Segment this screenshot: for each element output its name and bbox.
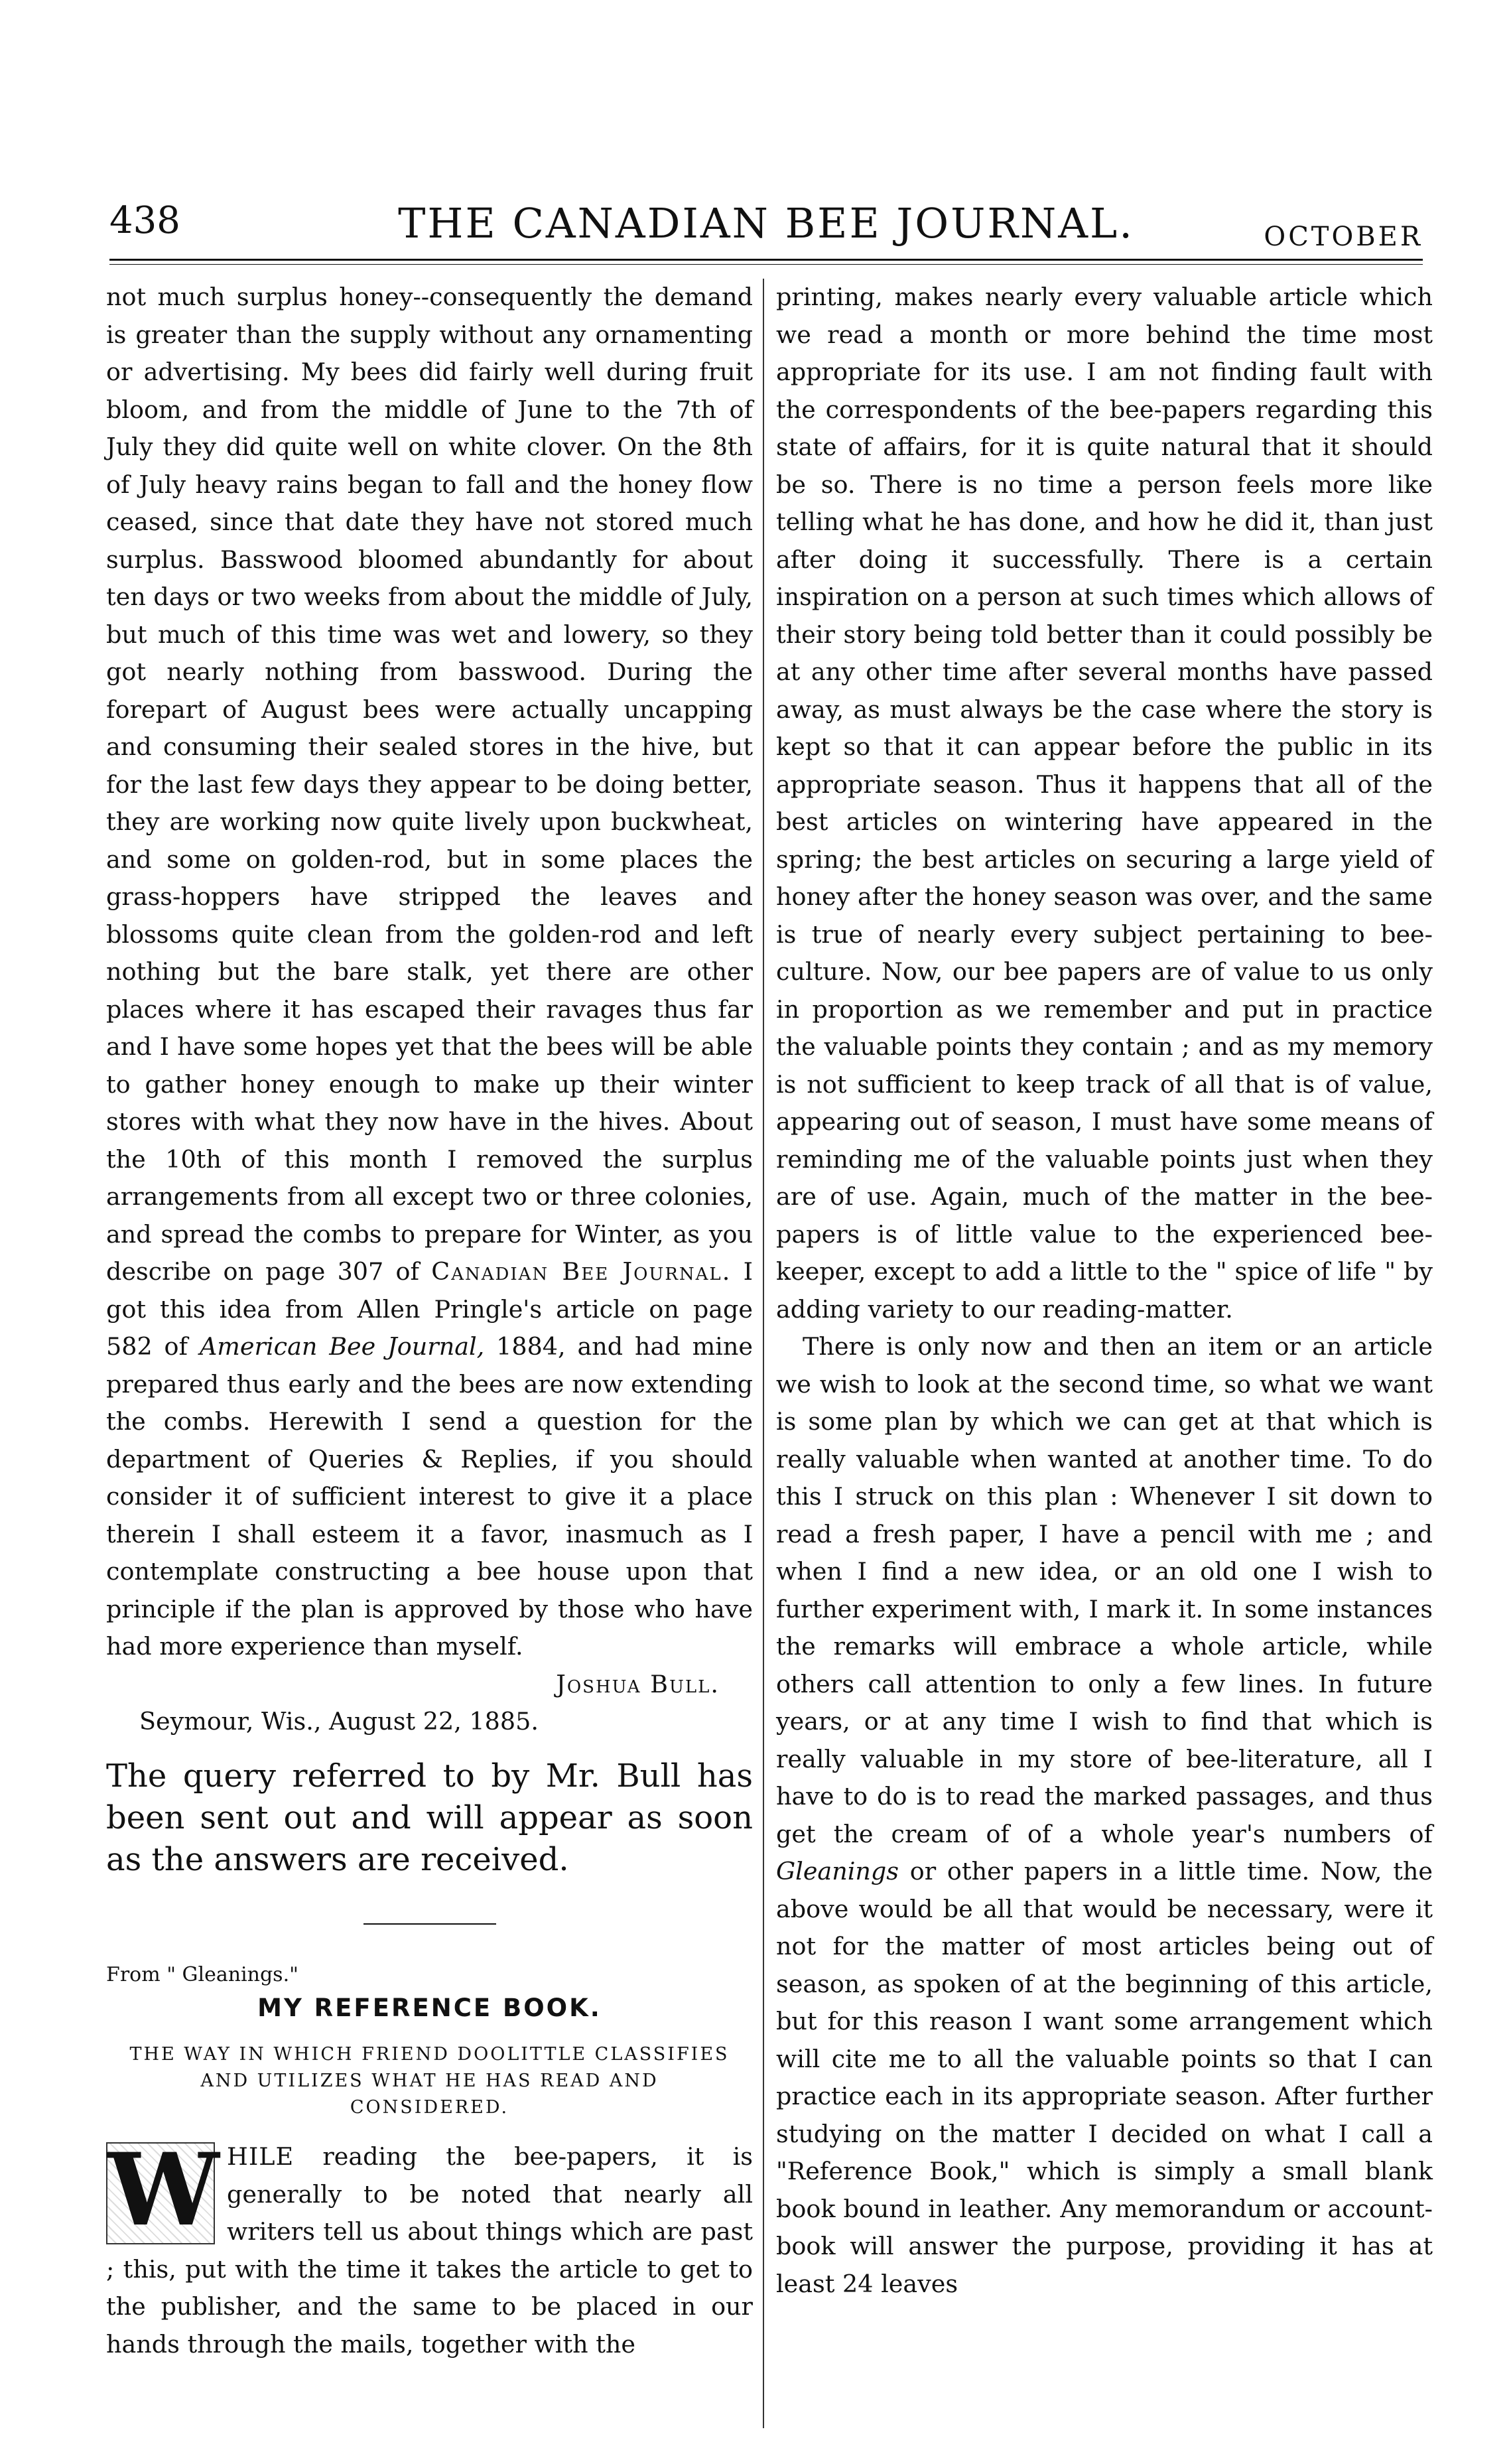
header-rule: [109, 259, 1423, 261]
article-source: From " Gleanings.": [106, 1963, 298, 1986]
gleanings-reference: Gleanings: [776, 1857, 899, 1885]
editor-note: The query referred to by Mr. Bull has been sent out and will appear as soon as the answers are received.: [106, 1757, 753, 1878]
article-subtitle: THE WAY IN WHICH FRIEND DOOLITTLE CLASSIFIES AND UTILIZES WHAT HE HAS READ AND CONSIDERED.: [129, 2044, 730, 2118]
cbj-reference: Canadian Bee Journal.: [431, 1257, 732, 1286]
article-opening: [106, 2132, 753, 2363]
journal-title: THE CANADIAN BEE JOURNAL.: [398, 199, 1134, 247]
article-title: MY REFERENCE BOOK.: [257, 1994, 602, 2022]
right-column: [776, 279, 1433, 2303]
letter-body: not much surplus honey--consequently the demand is greater than the supply without any ornamenting or advertising. My bees did fairly well during fruit bloom, and from the middle of June to the 7th of July they did quite well on white clover. On the 8th of July heavy rains began to fall and the honey flow ceased, since that date they have not stored much surplus. Basswood bloomed abundantly for about ten days or two weeks from about the middle of July, but much of this time was wet and lowery, so they got nearly nothing from basswood. During the forepart of August bees were actually uncapping and consuming their sealed stores in the hive, but for the last few days they appear to be doing better, they are working now quite lively upon buckwheat, and some on golden-rod, but in some places the grass-hoppers have stripped the leaves and blossoms quite clean from the golden-rod and left nothing but the bare stalk, yet there are other places where it has escaped their ravages thus far and I have some hopes yet that the bees will be able to gather honey enough to make up their winter stores with what they now have in the hives. About the 10th of this month I removed the surplus arrangements from all except two or three colonies, and spread the combs to prepare for Winter, as you describe on page 307 of Canadian Bee Journal. I got this idea from Allen Pringle's article on page 582 of American Bee Journal, 1884, and had mine prepared thus early and the bees are now extending the combs. Herewith I send a question for the department of Queries & Replies, if you should consider it of sufficient interest to give it a place therein I shall esteem it a favor, inasmuch as I contemplate constructing a bee house upon that principle if the plan is approved by those who have had more experience than myself.: [106, 283, 753, 1661]
page-number: 438: [109, 199, 180, 242]
article-paragraph-1: printing, makes nearly every valuable article which we read a month or more behind the time most appropriate for its use. I am not finding fault with the correspondents of the bee-papers regarding this state of affairs, for it is quite natural that it should be so. There is no time a person feels more like telling what he has done, and how he did it, than just after doing it successfully. There is a certain inspiration on a person at such times which allows of their story being told better than it could possibly be at any other time after several months have passed away, as must always be the case where the story is kept so that it can appear before the public in its appropriate season. Thus it happens that all of the best articles on wintering have appeared in the spring; the best articles on securing a large yield of honey after the honey season was over, and the same is true of nearly every subject pertaining to bee-culture. Now, our bee papers are of value to us only in proportion as we remember and put in practice the valuable points they contain ; and as my memory is not sufficient to keep track of all that is of value, appearing out of season, I must have some means of reminding me of the valuable points just when they are of use. Again, much of the matter in the bee-papers is of little value to the experienced bee-keeper, except to add a little to the " spice of life " by adding variety to our reading-matter.: [776, 283, 1433, 1324]
section-ornament: [106, 1905, 753, 1943]
dropcap-letter: W: [107, 2132, 220, 2248]
signature: Joshua Bull.: [556, 1669, 720, 1698]
column-divider: [763, 279, 764, 2428]
article-first-paragraph: HILE reading the bee-papers, it is generally to be noted that nearly all writers tell us about things which are past ; this, put with the time it takes the article to get to the publisher, and the same to be placed in our hands through the mails, together with the: [106, 2142, 753, 2359]
article-paragraph-2: There is only now and then an item or an article we wish to look at the second time, so what we want is some plan by which we can get at that which is really valuable when wanted at another time. To do this I struck on this plan : Whenever I sit down to read a fresh paper, I have a pencil with me ; and when I find a new idea, or an old one I wish to further experiment with, I mark it. In some instances the remarks will embrace a whole article, while others call attention to only a few lines. In future years, or at any time I wish to find that which is really valuable in my store of bee-literature, all I have to do is to read the marked passages, and thus get the cream of of a whole year's numbers of Gleanings or other papers in a little time. Now, the above would be all that would be necessary, were it not for the matter of most articles being out of season, as spoken of at the beginning of this article, but for this reason I want some arrangement which will cite me to all the valuable points so that I can practice each in its appropriate season. After further studying on the matter I decided on what I call a "Reference Book," which is simply a small blank book bound in leather. Any memorandum or account-book will answer the purpose, providing it has at least 24 leaves: [776, 1332, 1433, 2298]
place-date: Seymour, Wis., August 22, 1885.: [139, 1707, 539, 1736]
header-rule-thin: [109, 264, 1423, 265]
abj-reference: American Bee Journal,: [199, 1332, 485, 1361]
issue-month: OCTOBER: [1264, 222, 1423, 252]
page-header: [109, 199, 1423, 259]
left-column: [106, 279, 753, 2363]
